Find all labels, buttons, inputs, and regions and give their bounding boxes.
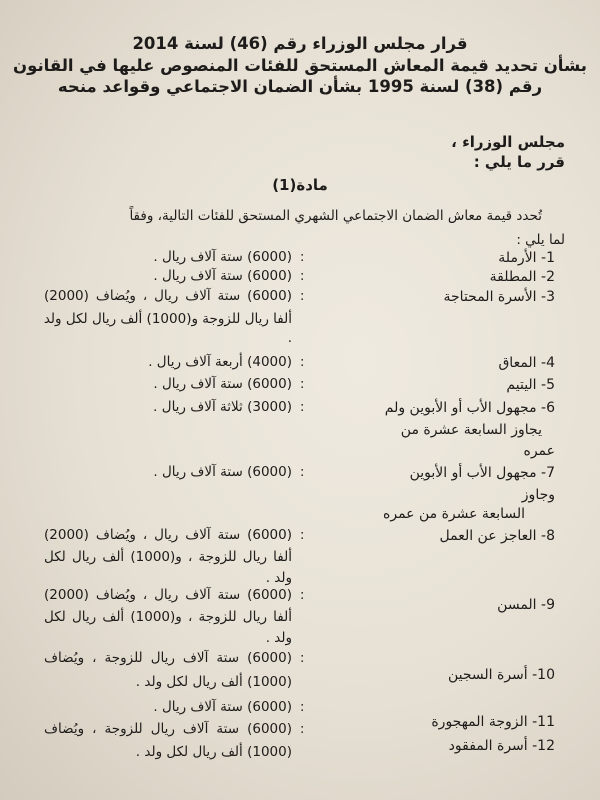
item-colon: : <box>300 250 305 265</box>
item-label: 3- الأسرة المحتاجة <box>443 289 555 305</box>
item-label: 4- المعاق <box>498 355 555 371</box>
item-value: (6000) ستة آلاف ريال ، ويُضاف (2000) <box>44 527 292 543</box>
item-colon: : <box>300 588 305 603</box>
item-value: ألفا ريال للزوجة و(1000) ألف ريال لكل ولد <box>43 311 292 327</box>
item-value: (1000) ألف ريال لكل ولد . <box>135 744 292 760</box>
item-colon: : <box>300 289 305 304</box>
item-colon: : <box>300 700 305 715</box>
item-colon: : <box>300 269 305 284</box>
intro-line-2: لما يلي : <box>516 232 565 248</box>
item-label: عمره <box>523 443 555 459</box>
item-colon: : <box>300 400 305 415</box>
item-value: ألفا ريال للزوجة ، و(1000) ألف ريال لكل <box>44 609 292 625</box>
item-value: . <box>287 330 292 346</box>
item-colon: : <box>300 722 305 737</box>
title-line-3: رقم (38) لسنة 1995 بشأن الضمان الاجتماعي وقواعد منحه <box>57 77 543 96</box>
item-value: (6000) ستة آلاف ريال ، ويُضاف (2000) <box>44 587 292 603</box>
item-label: 6- مجهول الأب أو الأبوين ولم <box>384 400 555 416</box>
item-label: 7- مجهول الأب أو الأبوين <box>409 465 555 481</box>
article-heading: مادة(1) <box>272 176 328 194</box>
item-colon: : <box>300 355 305 370</box>
item-label: 2- المطلقة <box>489 269 555 285</box>
item-label: 8- العاجز عن العمل <box>439 528 555 544</box>
item-value: (4000) أربعة آلاف ريال . <box>148 354 292 370</box>
intro-line-1: تُحدد قيمة معاش الضمان الاجتماعي الشهري المستحق للفئات التالية، وفقاً <box>129 208 542 224</box>
item-colon: : <box>300 528 305 543</box>
item-label: 11- الزوجة المهجورة <box>431 714 555 730</box>
item-label: 1- الأرملة <box>498 250 555 266</box>
item-value: (1000) ألف ريال لكل ولد . <box>135 674 292 690</box>
item-value: (6000) ستة آلاف ريال . <box>153 699 292 715</box>
title-line-2: بشأن تحديد قيمة المعاش المستحق للفئات المنصوص عليها في القانون <box>13 56 587 75</box>
item-value: (6000) ستة آلاف ريال . <box>153 376 292 392</box>
item-value: ألفا ريال للزوجة ، و(1000) ألف ريال لكل <box>44 549 292 565</box>
council-heading: مجلس الوزراء ، <box>451 133 565 151</box>
item-value: (3000) ثلاثة آلاف ريال . <box>153 399 292 415</box>
item-value: (6000) ستة آلاف ريال . <box>153 249 292 265</box>
item-colon: : <box>300 465 305 480</box>
item-value: (6000) ستة آلاف ريال ، ويُضاف (2000) <box>44 288 292 304</box>
item-colon: : <box>300 377 305 392</box>
item-value: ولد . <box>265 630 292 646</box>
item-label: 5- اليتيم <box>506 377 555 393</box>
item-value: (6000) ستة آلاف ريال . <box>153 464 292 480</box>
decided-heading: قرر ما يلي : <box>473 153 565 171</box>
item-value: (6000) ستة آلاف ريال . <box>153 268 292 284</box>
item-label: يجاوز السابعة عشرة من <box>400 422 542 438</box>
item-colon: : <box>300 651 305 666</box>
item-label: 12- أسرة المفقود <box>448 738 555 754</box>
item-value: (6000) ستة آلاف ريال للزوجة ، ويُضاف <box>44 650 292 666</box>
title-line-1: قرار مجلس الوزراء رقم (46) لسنة 2014 <box>132 34 468 53</box>
item-value: (6000) ستة آلاف ريال للزوجة ، ويُضاف <box>44 721 292 737</box>
item-label: 10- أسرة السجين <box>447 667 555 683</box>
item-label: وجاوز <box>521 487 555 503</box>
item-label: 9- المسن <box>497 597 555 613</box>
item-label: السابعة عشرة من عمره <box>383 506 525 522</box>
item-value: ولد . <box>265 570 292 586</box>
